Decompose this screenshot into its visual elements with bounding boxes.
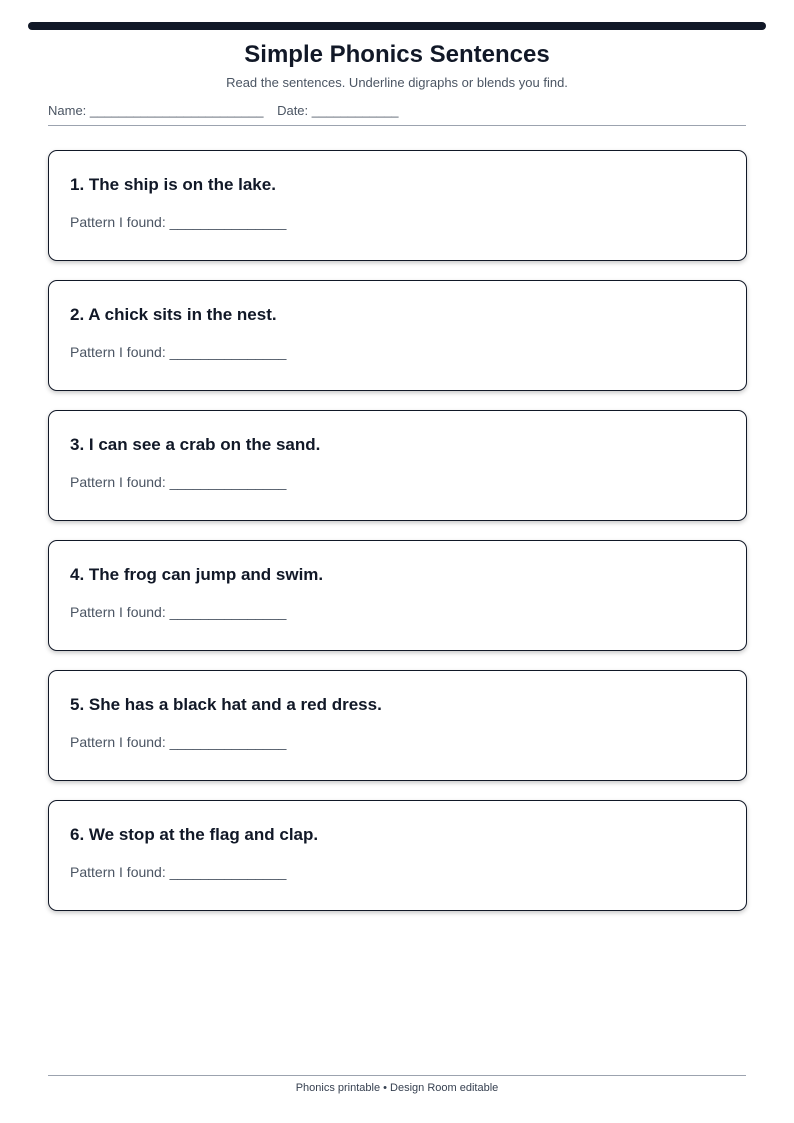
date-field[interactable]: ____________ (311, 103, 399, 118)
page-title: Simple Phonics Sentences (244, 41, 550, 68)
pattern-line (70, 214, 286, 230)
sentence-text: 3. I can see a crab on the sand. (70, 435, 321, 454)
sentence-text: 5. She has a black hat and a red dress. (70, 695, 382, 714)
name-label: Name: (48, 103, 87, 118)
sentence-text: 1. The ship is on the lake. (70, 175, 276, 194)
pattern-line (70, 474, 286, 490)
pattern-answer-field[interactable]: _______________ (169, 344, 287, 360)
sentence-card (48, 280, 747, 391)
pattern-answer-field[interactable]: _______________ (169, 604, 287, 620)
sentence-card (48, 410, 747, 521)
pattern-line (70, 734, 286, 750)
name-field[interactable]: ________________________ (89, 103, 264, 118)
pattern-answer-field[interactable]: _______________ (169, 474, 287, 490)
top-accent-bar (28, 22, 766, 30)
sentence-card (48, 150, 747, 261)
pattern-line (70, 344, 286, 360)
footer-divider (48, 1075, 746, 1076)
sentence-card (48, 800, 747, 911)
pattern-line (70, 604, 286, 620)
name-date-row (48, 103, 746, 126)
pattern-label: Pattern I found: (70, 344, 166, 360)
page-subtitle: Read the sentences. Underline digraphs or blends you find. (226, 75, 568, 90)
footer-text: Phonics printable • Design Room editable (295, 1082, 499, 1094)
pattern-label: Pattern I found: (70, 474, 166, 490)
pattern-label: Pattern I found: (70, 734, 166, 750)
sentence-text: 4. The frog can jump and swim. (70, 565, 324, 584)
sentence-text: 6. We stop at the flag and clap. (70, 825, 319, 844)
sentence-card (48, 540, 747, 651)
pattern-label: Pattern I found: (70, 214, 166, 230)
sentence-list (48, 150, 747, 930)
pattern-answer-field[interactable]: _______________ (169, 734, 287, 750)
date-label: Date: (277, 103, 309, 118)
pattern-answer-field[interactable]: _______________ (169, 864, 287, 880)
sentence-card (48, 670, 747, 781)
pattern-answer-field[interactable]: _______________ (169, 214, 287, 230)
pattern-line (70, 864, 286, 880)
pattern-label: Pattern I found: (70, 604, 166, 620)
pattern-label: Pattern I found: (70, 864, 166, 880)
sentence-text: 2. A chick sits in the nest. (70, 305, 277, 324)
